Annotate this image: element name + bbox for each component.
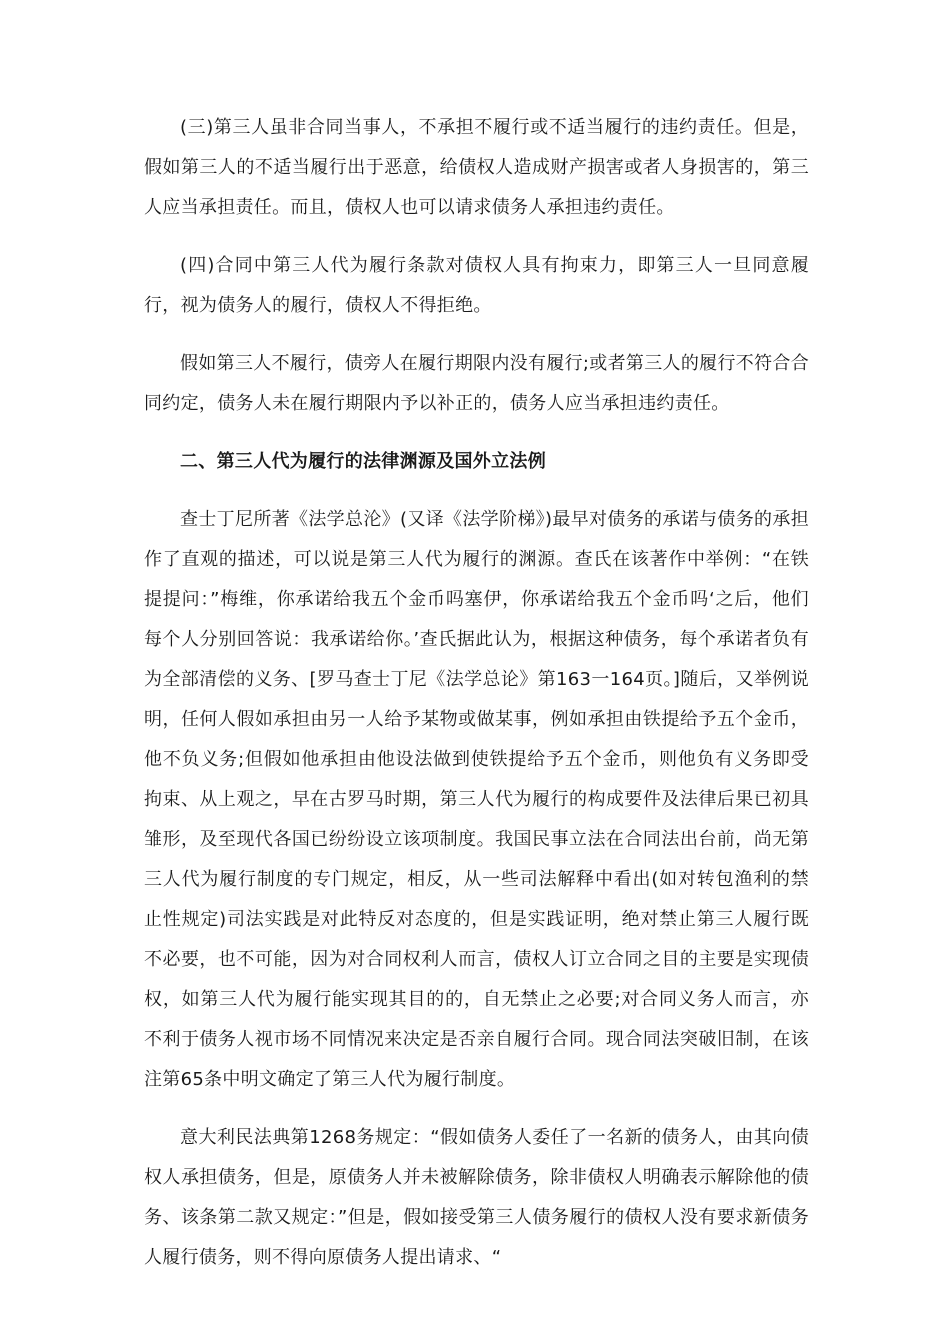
paragraph-roman-law-origin: 查士丁尼所著《法学总沦》(又译《法学阶梯》)最早对债务的承诺与债务的承担作了直观的描述，可以说是第三人代为履行的渊源。查氏在该著作中举例：“在铁提提问：”梅维，你承诺给我五个金币吗塞伊，你承诺给我五个金币吗‘之后，他们每个人分别回答说：我承诺给你。’查氏据此认为，根据这种债务，每个承诺者负有为全部清偿的义务、[罗马查士丁尼《法学总论》第163一164页。]随后，又举例说明，任何人假如承担由另一人给予某物或做某事，例如承担由铁提给予五个金币，他不负义务;但假如他承担由他设法做到使铁提给予五个金币，则他负有义务即受拘束、从上观之，早在古罗马时期，第三人代为履行的构成要件及法律后果已初具雏形，及至现代各国已纷纷设立该项制度。我国民事立法在合同法出台前，尚无第三人代为履行制度的专门规定，相反，从一些司法解释中看出(如对转包渔利的禁止性规定)司法实践是对此特反对态度的，但是实践证明，绝对禁止第三人履行既不必要，也不可能，因为对合同权利人而言，债权人订立合同之目的主要是实现债权，如第三人代为履行能实现其目的的，自无禁止之必要;对合同义务人而言，亦不利于债务人视市场不同情况来决定是否亲自履行合同。现合同法突破旧制，在该注第65条中明文确定了第三人代为履行制度。 — [144, 509, 809, 1090]
paragraph-third-party-liability: (三)第三人虽非合同当事人，不承担不履行或不适当履行的违约责任。但是，假如第三人的不适当履行出于恶意，给债权人造成财产损害或者人身损害的，第三人应当承担责任。而且，债权人也可以请求债务人承担违约责任。 — [144, 117, 809, 218]
paragraph-italian-civil-code: 意大利民法典第1268务规定：“假如债务人委任了一名新的债务人，由其向债权人承担债务，但是，原债务人并未被解除债务，除非债权人明确表示解除他的债务、该条第二款又规定：”但是，假如接受第三人债务履行的债权人没有要求新债务人履行债务，则不得向原债务人提出请求、“ — [144, 1127, 809, 1268]
paragraph-third-party-binding: (四)合同中第三人代为履行条款对债权人具有拘束力，即第三人一旦同意履行，视为债务人的履行，债权人不得拒绝。 — [144, 255, 809, 316]
section-heading: 二、第三人代为履行的法律渊源及国外立法例 — [180, 451, 546, 472]
document-body — [144, 108, 809, 1296]
paragraph-breach-liability: 假如第三人不履行，债旁人在履行期限内没有履行;或者第三人的履行不符合合同约定，债务人未在履行期限内予以补正的，债务人应当承担违约责任。 — [144, 353, 809, 414]
